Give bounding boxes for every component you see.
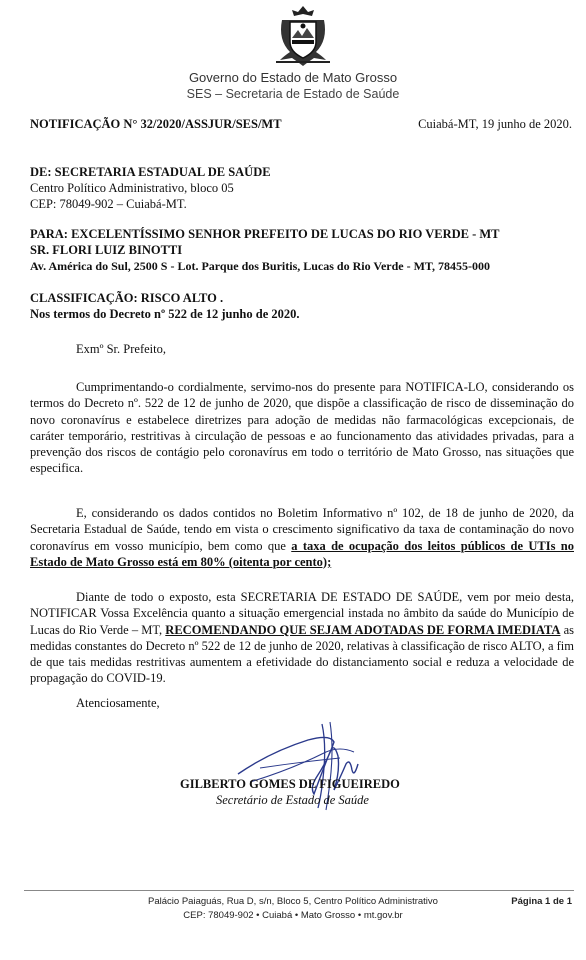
paragraph-3-text: Diante de todo o exposto, esta SECRETARIA DE ESTADO DE SAÚDE, vem por meio desta, NOTIFICAR Vossa Excelência quanto a situação emergencial instada no âmbito da saúde do Município de Lucas do Rio Verde – MT,	[30, 590, 574, 637]
signatory-name: GILBERTO GOMES DE FIGUEIREDO	[180, 777, 400, 791]
from-address: Centro Político Administrativo, bloco 05	[30, 181, 234, 195]
footer-address: Palácio Paiaguás, Rua D, s/n, Bloco 5, Centro Político Administrativo	[148, 896, 438, 907]
classification: CLASSIFICAÇÃO: RISCO ALTO .	[30, 291, 224, 305]
paragraph-1: Cumprimentando-o cordialmente, servimo-nos do presente para NOTIFICA-LO, considerando os termos do Decreto nº. 522 de 12 de junho de 2020, que dispõe a classificação de risco de disseminação do novo coronavírus e estabelece diretrizes para adoção de medidas não farmacológicas excepcionais, de caráter temporário, restritivas à circulação de pessoas e ao funcionamento das atividades privadas, para a prevenção dos riscos de contágio pelo coronavírus em todo o território de Mato Grosso, nas situações que especifica.	[30, 380, 574, 476]
footer-divider	[24, 890, 574, 891]
place-date: Cuiabá-MT, 19 junho de 2020.	[418, 117, 572, 131]
from-cep: CEP: 78049-902 – Cuiabá-MT.	[30, 197, 187, 211]
to-name: SR. FLORI LUIZ BINOTTI	[30, 243, 183, 257]
to-address: Av. América do Sul, 2500 S - Lot. Parque dos Buritis, Lucas do Rio Verde - MT, 78455-000	[30, 259, 491, 273]
signatory-title: Secretário de Estado de Saúde	[216, 793, 369, 807]
footer-cep: CEP: 78049-902 • Cuiabá • Mato Grosso • mt.gov.br	[183, 910, 403, 921]
to-line: PARA: EXCELENTÍSSIMO SENHOR PREFEITO DE LUCAS DO RIO VERDE - MT	[30, 227, 500, 241]
page-number: Página 1 de 1	[511, 896, 572, 907]
decree-reference: Nos termos do Decreto nº 522 de 12 junho de 2020.	[30, 307, 300, 321]
header-government: Governo do Estado de Mato Grosso	[188, 70, 398, 85]
notification-number: NOTIFICAÇÃO N° 32/2020/ASSJUR/SES/MT	[30, 117, 282, 131]
paragraph-2-text: E, considerando os dados contidos no Boletim Informativo nº 102, de 18 de junho de 2020, da Secretaria Estadual de Saúde, tendo em vista o crescimento significativo da taxa de contaminação do novo coronavírus em vosso município, bem como que	[30, 506, 574, 553]
recommendation-highlight: RECOMENDANDO QUE SEJAM ADOTADAS DE FORMA IMEDIATA	[165, 622, 561, 637]
closing: Atenciosamente,	[76, 696, 160, 710]
salutation: Exmº Sr. Prefeito,	[76, 342, 166, 356]
from-line: DE: SECRETARIA ESTADUAL DE SAÚDE	[30, 165, 271, 179]
paragraph-2	[30, 505, 574, 570]
paragraph-3-rest: as medidas constantes do Decreto nº 522 de 12 de junho de 2020, relativas à classificação de risco ALTO, a fim de que tais medidas restritivas aumentem a efetividade do distanciamento social e reduza a velocidade de propagação do COVID-19.	[30, 622, 575, 686]
coat-of-arms-icon	[270, 4, 336, 68]
header-secretariat: SES – Secretaria de Estado de Saúde	[186, 87, 400, 101]
paragraph-3	[30, 589, 574, 687]
occupancy-rate-highlight: a taxa de ocupação dos leitos públicos de UTIs no Estado de Mato Grosso está em 80% (oitenta por cento);	[30, 538, 574, 569]
